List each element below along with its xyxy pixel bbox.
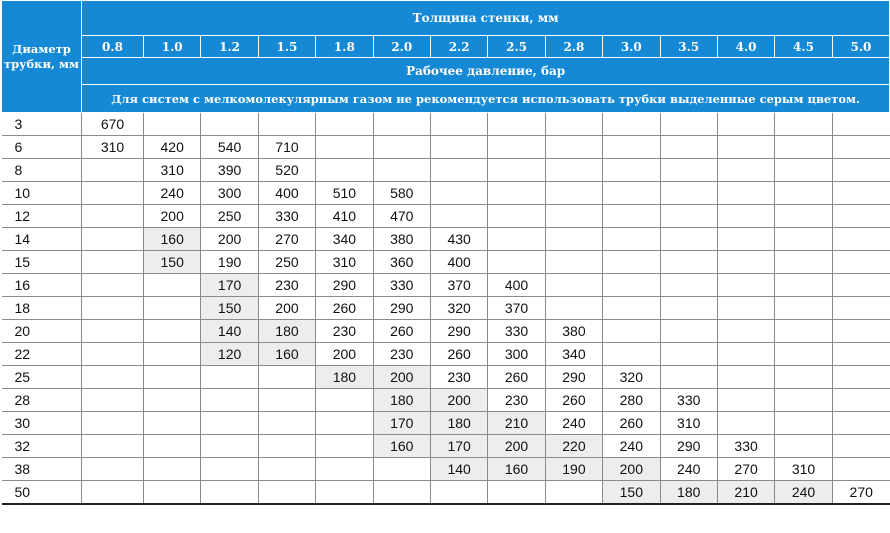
pressure-cell	[545, 274, 602, 297]
table-body	[2, 113, 890, 505]
table-row	[2, 274, 890, 297]
pressure-cell: 200	[258, 297, 315, 320]
pressure-cell: 340	[316, 228, 373, 251]
pressure-cell: 260	[488, 366, 545, 389]
pressure-cell	[82, 366, 144, 389]
pressure-cell: 520	[258, 159, 315, 182]
pressure-cell	[717, 343, 774, 366]
wall-thickness-header: Толщина стенки, мм	[82, 1, 890, 36]
pressure-cell	[660, 366, 717, 389]
diameter-cell: 28	[2, 389, 82, 412]
pressure-cell	[488, 205, 545, 228]
pressure-cell	[775, 228, 832, 251]
pressure-cell	[717, 389, 774, 412]
pressure-cell	[144, 297, 201, 320]
table-row	[2, 458, 890, 481]
pressure-cell	[717, 182, 774, 205]
pressure-cell	[430, 182, 487, 205]
pressure-cell	[603, 159, 660, 182]
pressure-cell	[144, 412, 201, 435]
pressure-cell	[832, 205, 890, 228]
thickness-header-cell: 3.5	[660, 36, 717, 58]
pressure-cell: 230	[488, 389, 545, 412]
table-row	[2, 228, 890, 251]
pressure-cell: 470	[373, 205, 430, 228]
pressure-cell: 280	[603, 389, 660, 412]
thickness-header-cell: 2.5	[488, 36, 545, 58]
pressure-cell	[545, 228, 602, 251]
pressure-table	[1, 0, 890, 505]
pressure-cell	[316, 113, 373, 136]
pressure-cell: 290	[660, 435, 717, 458]
pressure-cell: 290	[430, 320, 487, 343]
pressure-cell	[82, 251, 144, 274]
diameter-cell: 30	[2, 412, 82, 435]
pressure-cell	[603, 297, 660, 320]
pressure-cell	[201, 412, 258, 435]
pressure-cell-grey: 210	[488, 412, 545, 435]
pressure-cell	[832, 343, 890, 366]
pressure-cell	[832, 159, 890, 182]
pressure-cell	[717, 320, 774, 343]
pressure-cell	[201, 481, 258, 505]
pressure-cell	[488, 159, 545, 182]
pressure-cell: 330	[258, 205, 315, 228]
pressure-cell	[545, 182, 602, 205]
pressure-cell	[316, 159, 373, 182]
pressure-cell-grey: 150	[144, 251, 201, 274]
diameter-cell: 32	[2, 435, 82, 458]
pressure-cell	[775, 435, 832, 458]
pressure-cell	[258, 113, 315, 136]
pressure-cell	[832, 182, 890, 205]
pressure-cell	[82, 389, 144, 412]
pressure-cell	[82, 435, 144, 458]
pressure-cell: 400	[488, 274, 545, 297]
pressure-cell: 370	[488, 297, 545, 320]
pressure-cell: 250	[258, 251, 315, 274]
pressure-cell	[430, 113, 487, 136]
pressure-cell: 240	[144, 182, 201, 205]
thickness-header-cell: 2.0	[373, 36, 430, 58]
pressure-cell: 260	[316, 297, 373, 320]
pressure-cell	[545, 251, 602, 274]
pressure-cell	[832, 412, 890, 435]
pressure-cell: 710	[258, 136, 315, 159]
pressure-cell-grey: 180	[373, 389, 430, 412]
pressure-cell	[82, 343, 144, 366]
pressure-cell	[373, 481, 430, 505]
table-row	[2, 412, 890, 435]
pressure-cell: 370	[430, 274, 487, 297]
table-row	[2, 389, 890, 412]
table-row	[2, 343, 890, 366]
pressure-cell: 430	[430, 228, 487, 251]
pressure-cell	[832, 366, 890, 389]
pressure-cell	[660, 113, 717, 136]
pressure-cell: 260	[373, 320, 430, 343]
pressure-cell	[144, 366, 201, 389]
pressure-cell	[603, 251, 660, 274]
pressure-cell	[832, 389, 890, 412]
pressure-cell	[144, 274, 201, 297]
pressure-cell: 270	[258, 228, 315, 251]
pressure-cell	[488, 136, 545, 159]
pressure-cell: 380	[545, 320, 602, 343]
thickness-header-cell: 2.2	[430, 36, 487, 58]
pressure-cell: 400	[430, 251, 487, 274]
pressure-cell	[832, 113, 890, 136]
pressure-cell	[660, 343, 717, 366]
thickness-header-cell: 0.8	[82, 36, 144, 58]
pressure-cell	[603, 320, 660, 343]
pressure-cell: 270	[832, 481, 890, 505]
pressure-cell	[430, 481, 487, 505]
pressure-cell	[717, 297, 774, 320]
pressure-cell-grey: 210	[717, 481, 774, 505]
pressure-cell: 290	[373, 297, 430, 320]
pressure-cell: 310	[82, 136, 144, 159]
pressure-cell	[660, 297, 717, 320]
thickness-header-cell: 1.2	[201, 36, 258, 58]
pressure-cell	[488, 113, 545, 136]
pressure-cell	[488, 228, 545, 251]
pressure-cell: 330	[660, 389, 717, 412]
pressure-cell	[82, 274, 144, 297]
pressure-cell: 670	[82, 113, 144, 136]
pressure-cell: 380	[373, 228, 430, 251]
pressure-cell-grey: 140	[430, 458, 487, 481]
pressure-cell: 240	[603, 435, 660, 458]
pressure-cell: 290	[545, 366, 602, 389]
table-row	[2, 182, 890, 205]
pressure-cell-grey: 200	[488, 435, 545, 458]
pressure-cell	[660, 136, 717, 159]
pressure-cell: 290	[316, 274, 373, 297]
pressure-cell	[316, 481, 373, 505]
pressure-cell	[660, 228, 717, 251]
diameter-cell: 6	[2, 136, 82, 159]
pressure-cell	[832, 251, 890, 274]
thickness-header-cell: 1.8	[316, 36, 373, 58]
pressure-cell: 420	[144, 136, 201, 159]
pressure-cell: 340	[545, 343, 602, 366]
pressure-cell	[832, 297, 890, 320]
pressure-cell: 330	[717, 435, 774, 458]
pressure-cell-grey: 140	[201, 320, 258, 343]
pressure-cell	[717, 159, 774, 182]
pressure-cell	[545, 205, 602, 228]
pressure-cell-grey: 220	[545, 435, 602, 458]
pressure-cell	[832, 458, 890, 481]
diameter-cell: 12	[2, 205, 82, 228]
thickness-header-cell: 4.0	[717, 36, 774, 58]
pressure-cell	[717, 366, 774, 389]
diameter-cell: 38	[2, 458, 82, 481]
pressure-cell-grey: 200	[430, 389, 487, 412]
table-row	[2, 113, 890, 136]
table-row	[2, 251, 890, 274]
pressure-cell	[775, 113, 832, 136]
pressure-cell: 360	[373, 251, 430, 274]
pressure-cell-grey: 170	[430, 435, 487, 458]
pressure-cell	[832, 435, 890, 458]
pressure-cell: 580	[373, 182, 430, 205]
pressure-cell	[603, 205, 660, 228]
pressure-cell	[717, 136, 774, 159]
pressure-cell	[258, 389, 315, 412]
diameter-header: Диаметр трубки, мм	[2, 1, 82, 113]
pressure-cell	[832, 136, 890, 159]
pressure-cell-grey: 150	[201, 297, 258, 320]
pressure-cell: 200	[144, 205, 201, 228]
pressure-cell: 310	[144, 159, 201, 182]
pressure-cell	[258, 435, 315, 458]
pressure-cell	[201, 113, 258, 136]
diameter-cell: 50	[2, 481, 82, 505]
pressure-cell-grey: 180	[660, 481, 717, 505]
pressure-cell	[545, 136, 602, 159]
pressure-cell	[201, 366, 258, 389]
pressure-cell	[832, 228, 890, 251]
pressure-cell	[660, 320, 717, 343]
pressure-cell	[717, 251, 774, 274]
pressure-cell-grey: 180	[316, 366, 373, 389]
pressure-cell	[258, 458, 315, 481]
pressure-cell	[373, 136, 430, 159]
pressure-cell	[717, 412, 774, 435]
pressure-cell: 310	[316, 251, 373, 274]
pressure-cell	[660, 182, 717, 205]
pressure-cell: 310	[775, 458, 832, 481]
pressure-cell	[775, 412, 832, 435]
pressure-cell	[201, 458, 258, 481]
pressure-cell	[82, 205, 144, 228]
pressure-cell: 400	[258, 182, 315, 205]
pressure-cell-grey: 150	[603, 481, 660, 505]
pressure-cell	[201, 389, 258, 412]
pressure-cell	[430, 205, 487, 228]
pressure-cell	[144, 389, 201, 412]
pressure-cell	[545, 159, 602, 182]
pressure-cell: 330	[373, 274, 430, 297]
pressure-cell	[488, 182, 545, 205]
diameter-cell: 25	[2, 366, 82, 389]
pressure-cell	[201, 435, 258, 458]
diameter-cell: 8	[2, 159, 82, 182]
pressure-cell: 250	[201, 205, 258, 228]
pressure-cell: 240	[545, 412, 602, 435]
pressure-cell	[82, 458, 144, 481]
pressure-cell-grey: 180	[258, 320, 315, 343]
pressure-cell	[603, 228, 660, 251]
pressure-cell	[373, 113, 430, 136]
pressure-cell-grey: 170	[201, 274, 258, 297]
pressure-cell: 260	[430, 343, 487, 366]
pressure-cell	[832, 320, 890, 343]
diameter-cell: 20	[2, 320, 82, 343]
pressure-cell	[82, 481, 144, 505]
pressure-cell-grey: 160	[488, 458, 545, 481]
pressure-cell	[775, 389, 832, 412]
pressure-cell: 230	[316, 320, 373, 343]
pressure-cell	[488, 251, 545, 274]
pressure-cell: 230	[373, 343, 430, 366]
pressure-cell	[258, 481, 315, 505]
pressure-cell: 270	[717, 458, 774, 481]
pressure-cell	[775, 251, 832, 274]
pressure-cell-grey: 170	[373, 412, 430, 435]
pressure-cell: 320	[430, 297, 487, 320]
table-row	[2, 366, 890, 389]
pressure-cell	[316, 412, 373, 435]
pressure-cell	[660, 205, 717, 228]
pressure-cell: 310	[660, 412, 717, 435]
thickness-header-cell: 5.0	[832, 36, 890, 58]
diameter-cell: 22	[2, 343, 82, 366]
pressure-cell	[603, 113, 660, 136]
thickness-header-cell: 4.5	[775, 36, 832, 58]
table-row	[2, 435, 890, 458]
pressure-cell: 230	[430, 366, 487, 389]
pressure-cell-grey: 160	[373, 435, 430, 458]
diameter-cell: 16	[2, 274, 82, 297]
pressure-cell: 260	[545, 389, 602, 412]
pressure-cell	[603, 136, 660, 159]
pressure-cell	[144, 113, 201, 136]
pressure-cell	[717, 113, 774, 136]
pressure-cell	[144, 320, 201, 343]
pressure-cell: 200	[316, 343, 373, 366]
pressure-cell	[258, 366, 315, 389]
pressure-cell-grey: 200	[603, 458, 660, 481]
pressure-cell	[545, 481, 602, 505]
pressure-cell	[316, 389, 373, 412]
pressure-cell: 510	[316, 182, 373, 205]
pressure-cell: 230	[258, 274, 315, 297]
table-row	[2, 297, 890, 320]
table-row	[2, 320, 890, 343]
pressure-cell	[775, 205, 832, 228]
pressure-cell	[144, 481, 201, 505]
table-row	[2, 481, 890, 505]
pressure-cell	[144, 458, 201, 481]
pressure-cell-grey: 160	[258, 343, 315, 366]
table-row	[2, 205, 890, 228]
pressure-cell	[775, 274, 832, 297]
pressure-cell	[775, 136, 832, 159]
thickness-header-cell: 3.0	[603, 36, 660, 58]
pressure-cell: 330	[488, 320, 545, 343]
pressure-cell	[316, 435, 373, 458]
pressure-cell	[373, 458, 430, 481]
diameter-cell: 10	[2, 182, 82, 205]
pressure-cell	[775, 320, 832, 343]
pressure-cell	[603, 274, 660, 297]
pressure-cell	[82, 320, 144, 343]
pressure-cell	[660, 274, 717, 297]
pressure-cell	[82, 412, 144, 435]
pressure-cell	[82, 182, 144, 205]
grey-note: Для систем с мелкомолекулярным газом не рекомендуется использовать трубки выделенные серым цветом.	[82, 85, 890, 113]
pressure-header: Рабочее давление, бар	[82, 58, 890, 85]
pressure-cell: 410	[316, 205, 373, 228]
pressure-cell-grey: 120	[201, 343, 258, 366]
pressure-cell	[603, 182, 660, 205]
pressure-cell	[717, 274, 774, 297]
pressure-cell	[373, 159, 430, 182]
pressure-cell	[430, 159, 487, 182]
pressure-cell	[144, 435, 201, 458]
pressure-cell	[775, 182, 832, 205]
thickness-header-row	[2, 36, 890, 58]
pressure-cell-grey: 190	[545, 458, 602, 481]
pressure-cell: 260	[603, 412, 660, 435]
pressure-cell: 200	[201, 228, 258, 251]
pressure-cell	[82, 228, 144, 251]
pressure-cell	[430, 136, 487, 159]
diameter-cell: 18	[2, 297, 82, 320]
pressure-cell: 190	[201, 251, 258, 274]
pressure-cell	[775, 297, 832, 320]
pressure-cell	[775, 366, 832, 389]
pressure-cell: 540	[201, 136, 258, 159]
pressure-cell	[488, 481, 545, 505]
pressure-cell	[775, 159, 832, 182]
pressure-cell	[832, 274, 890, 297]
pressure-cell-grey: 240	[775, 481, 832, 505]
thickness-header-cell: 1.5	[258, 36, 315, 58]
diameter-cell: 15	[2, 251, 82, 274]
pressure-cell-grey: 160	[144, 228, 201, 251]
diameter-cell: 14	[2, 228, 82, 251]
pressure-cell: 390	[201, 159, 258, 182]
table-row	[2, 159, 890, 182]
pressure-cell	[316, 458, 373, 481]
thickness-header-cell: 1.0	[144, 36, 201, 58]
pressure-cell	[775, 343, 832, 366]
pressure-cell	[82, 159, 144, 182]
pressure-cell	[717, 228, 774, 251]
pressure-cell	[316, 136, 373, 159]
pressure-cell	[717, 205, 774, 228]
pressure-cell	[603, 343, 660, 366]
pressure-cell: 240	[660, 458, 717, 481]
pressure-cell-grey: 200	[373, 366, 430, 389]
pressure-cell	[545, 297, 602, 320]
pressure-cell	[545, 113, 602, 136]
pressure-cell	[82, 297, 144, 320]
pressure-cell	[258, 412, 315, 435]
pressure-cell: 320	[603, 366, 660, 389]
pressure-cell	[144, 343, 201, 366]
pressure-cell: 300	[488, 343, 545, 366]
thickness-header-cell: 2.8	[545, 36, 602, 58]
pressure-cell	[660, 251, 717, 274]
diameter-cell: 3	[2, 113, 82, 136]
table-row	[2, 136, 890, 159]
pressure-cell	[660, 159, 717, 182]
pressure-cell: 300	[201, 182, 258, 205]
pressure-cell-grey: 180	[430, 412, 487, 435]
